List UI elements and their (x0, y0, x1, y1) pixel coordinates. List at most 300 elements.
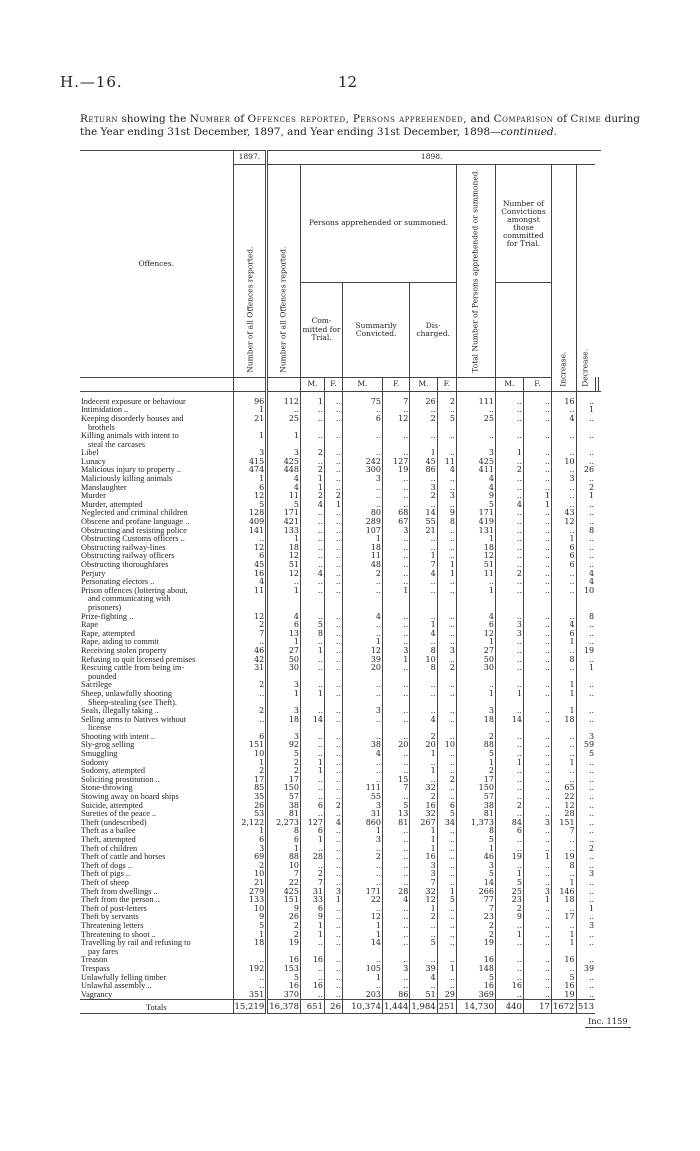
cell-value: 1 (301, 647, 325, 656)
cell-value: .. (383, 544, 410, 553)
cell-value: 65 (551, 784, 576, 793)
cell-value: .. (523, 570, 551, 579)
cell-value: 1 (301, 931, 325, 940)
cell-value: .. (576, 759, 595, 768)
cell-value: 2 (301, 870, 325, 879)
cell-value: .. (523, 759, 551, 768)
cell-value: 2 (576, 484, 595, 493)
cell-value (495, 595, 523, 604)
cell-value: 5 (495, 879, 523, 888)
cell-value: .. (495, 587, 523, 596)
cell-value: 32 (410, 810, 437, 819)
table-row (80, 699, 601, 708)
table-row (80, 570, 601, 579)
convictions-f: F. (523, 377, 551, 391)
cell-value (325, 673, 343, 682)
offence-name: Theft of post-letters (81, 904, 147, 913)
total-value: 1672 (551, 1000, 576, 1014)
offence-name: Theft of dogs .. (81, 861, 132, 870)
cell-value: .. (301, 681, 325, 690)
cell-value: .. (437, 449, 456, 458)
cell-value: 1 (410, 836, 437, 845)
cell-value: .. (343, 484, 383, 493)
cell-value: 3 (576, 870, 595, 879)
offence-name: Refusing to quit licensed premises (81, 655, 196, 664)
cell-value: 10 (551, 458, 576, 467)
cell-value: 69 (233, 853, 267, 862)
cell-value: .. (576, 398, 595, 407)
cell-value: .. (495, 398, 523, 407)
cell-value: .. (410, 613, 437, 622)
cell-value: .. (576, 690, 595, 699)
offence-name: Sureties of the peace .. (81, 810, 157, 819)
offence-name: Sodomy (81, 758, 109, 767)
cell-value: 1 (233, 432, 267, 441)
table-row (80, 613, 601, 622)
cell-value: 131 (456, 527, 495, 536)
cell-value: 26 (267, 913, 301, 922)
cell-value: 26 (576, 466, 595, 475)
cell-value: 14 (301, 716, 325, 725)
discharged-f: F. (437, 377, 456, 391)
cell-value (343, 441, 383, 450)
cell-value: .. (301, 965, 325, 974)
cell-value: 2 (495, 905, 523, 914)
table-row (80, 913, 601, 922)
cell-value: 133 (233, 896, 267, 905)
offence-name: Neglected and criminal children (81, 509, 188, 518)
cell-value: 2 (456, 931, 495, 940)
cell-value: .. (301, 664, 325, 673)
cell-value: .. (495, 492, 523, 501)
cell-value: .. (495, 535, 523, 544)
cell-value: 1 (437, 888, 456, 897)
cell-value: 3 (410, 862, 437, 871)
cell-value (523, 604, 551, 613)
cell-value: 46 (233, 647, 267, 656)
cell-value: 7 (383, 784, 410, 793)
cell-value: 8 (267, 827, 301, 836)
cell-value: 45 (233, 561, 267, 570)
offence-name: Rape, attempted (81, 629, 135, 638)
cell-value: .. (383, 931, 410, 940)
cell-value: 3 (456, 449, 495, 458)
cell-value: .. (325, 707, 343, 716)
offence-name: brothels (88, 423, 115, 432)
cell-value: 6 (551, 630, 576, 639)
cell-value: 27 (267, 647, 301, 656)
cell-value: .. (233, 690, 267, 699)
cell-value: 1 (495, 870, 523, 879)
table-row (80, 441, 601, 450)
cell-value: 6 (437, 802, 456, 811)
cell-value: .. (301, 707, 325, 716)
cell-value: 153 (267, 965, 301, 974)
cell-value: .. (437, 638, 456, 647)
table-row (80, 733, 601, 742)
offence-name: Obscene and profane language .. (81, 518, 190, 527)
cell-value: 5 (456, 501, 495, 510)
cell-value (343, 673, 383, 682)
cell-value: .. (325, 965, 343, 974)
cell-value: 3 (437, 647, 456, 656)
cell-value: 1 (301, 767, 325, 776)
cell-value: 20 (383, 741, 410, 750)
cell-value: .. (325, 518, 343, 527)
table-row (80, 853, 601, 862)
cell-value: 4 (233, 578, 267, 587)
cell-value: 88 (267, 853, 301, 862)
cell-value: 3 (343, 707, 383, 716)
cell-value: 81 (267, 810, 301, 819)
cell-value: .. (551, 905, 576, 914)
cell-value (267, 673, 301, 682)
cell-value: .. (576, 561, 595, 570)
table-row (80, 406, 601, 415)
cell-value: 3 (495, 630, 523, 639)
cell-value: 1 (437, 965, 456, 974)
cell-value: 19 (383, 466, 410, 475)
cell-value: 39 (410, 965, 437, 974)
cell-value (523, 724, 551, 733)
cell-value: .. (325, 982, 343, 991)
cell-value: .. (437, 527, 456, 536)
cell-value: 35 (233, 793, 267, 802)
cell-value: .. (576, 802, 595, 811)
cell-value: .. (495, 647, 523, 656)
cell-value: .. (495, 707, 523, 716)
cell-value (267, 424, 301, 433)
table-row (80, 466, 601, 475)
table-row (80, 621, 601, 630)
cell-value: .. (551, 647, 576, 656)
cell-value: 12 (456, 552, 495, 561)
table-row (80, 398, 601, 407)
cell-value: 6 (495, 827, 523, 836)
cell-value: 3 (456, 707, 495, 716)
cell-value: 1 (551, 638, 576, 647)
table-row (80, 690, 601, 699)
cell-value: 18 (456, 716, 495, 725)
offence-name: Rape, aiding to commit (81, 638, 159, 647)
cell-value: 1 (301, 759, 325, 768)
cell-value: .. (301, 544, 325, 553)
cell-value: 3 (383, 965, 410, 974)
cell-value: .. (495, 974, 523, 983)
cell-value: 7 (301, 879, 325, 888)
offence-name: Sly-grog selling (81, 741, 135, 750)
total-value: 26 (325, 1000, 343, 1014)
cell-value: 18 (267, 716, 301, 725)
cell-value: .. (325, 741, 343, 750)
cell-value: .. (410, 681, 437, 690)
cell-value: 55 (410, 518, 437, 527)
cell-value: .. (523, 905, 551, 914)
cell-value: 1 (410, 905, 437, 914)
cell-value (267, 595, 301, 604)
cell-value: .. (325, 750, 343, 759)
cell-value: 11 (437, 458, 456, 467)
cell-value: 5 (437, 896, 456, 905)
cell-value: .. (410, 690, 437, 699)
offence-name: Theft by servants (81, 913, 139, 922)
cell-value: .. (495, 862, 523, 871)
table-row (80, 716, 601, 725)
cell-value: .. (383, 681, 410, 690)
cell-value: 1 (343, 827, 383, 836)
cell-value: .. (551, 870, 576, 879)
cell-value: 860 (343, 819, 383, 828)
cell-value: .. (576, 974, 595, 983)
cell-value: 4 (343, 750, 383, 759)
cell-value: 50 (267, 656, 301, 665)
cell-value: 4 (495, 501, 523, 510)
cell-value: 1,373 (456, 819, 495, 828)
cell-value: .. (576, 888, 595, 897)
cell-value: .. (301, 458, 325, 467)
cell-value (523, 948, 551, 957)
cell-value: 21 (233, 415, 267, 424)
table-row (80, 595, 601, 604)
cell-value: 33 (301, 896, 325, 905)
cell-value: 370 (267, 991, 301, 1000)
cell-value: .. (523, 475, 551, 484)
table-row (80, 939, 601, 948)
total-persons-header: Total Number of Persons apprehended or summoned. (456, 165, 495, 378)
cell-value: 3 (410, 484, 437, 493)
total-value: 1,984 (410, 1000, 437, 1014)
offence-name: Killing animals with intent to (81, 432, 179, 441)
cell-value: .. (576, 458, 595, 467)
cell-value: .. (383, 707, 410, 716)
cell-value: 1 (233, 475, 267, 484)
table-row (80, 656, 601, 665)
cell-value: 22 (267, 879, 301, 888)
cell-value: 1 (523, 492, 551, 501)
table-row (80, 492, 601, 501)
cell-value (437, 948, 456, 957)
cell-value: 1 (576, 492, 595, 501)
cell-value: 3 (267, 449, 301, 458)
cell-value: .. (343, 690, 383, 699)
cell-value: 1 (576, 664, 595, 673)
cell-value (410, 604, 437, 613)
cell-value: 242 (343, 458, 383, 467)
cell-value: 38 (267, 802, 301, 811)
cell-value: 2 (301, 466, 325, 475)
cell-value: .. (383, 501, 410, 510)
cell-value: 5 (456, 836, 495, 845)
table-row (80, 974, 601, 983)
total-value: 15,219 (233, 1000, 267, 1014)
cell-value: 3 (267, 733, 301, 742)
cell-value: 23 (495, 896, 523, 905)
cell-value: .. (410, 759, 437, 768)
cell-value: 68 (383, 509, 410, 518)
cell-value: 1 (301, 475, 325, 484)
cell-value: .. (383, 853, 410, 862)
cell-value: .. (383, 956, 410, 965)
cell-value (383, 595, 410, 604)
cell-value: 16 (301, 982, 325, 991)
cell-value: 1 (301, 922, 325, 931)
cell-value: .. (301, 845, 325, 854)
cell-value: 1 (495, 759, 523, 768)
cell-value: 1 (576, 406, 595, 415)
cell-value (551, 604, 576, 613)
cell-value: .. (523, 681, 551, 690)
cell-value: .. (301, 810, 325, 819)
cell-value: .. (325, 561, 343, 570)
table-row (80, 802, 601, 811)
cell-value: 16 (410, 802, 437, 811)
offence-name: steal the carcases (88, 440, 146, 449)
cell-value: .. (551, 466, 576, 475)
persons-apprehended-header: Persons apprehended or summoned. (301, 165, 457, 283)
cell-value: 1 (233, 759, 267, 768)
cell-value: .. (437, 690, 456, 699)
table-row (80, 982, 601, 991)
cell-value: .. (383, 630, 410, 639)
cell-value: .. (343, 449, 383, 458)
cell-value: 3 (383, 527, 410, 536)
cell-value (233, 441, 267, 450)
cell-value: .. (301, 552, 325, 561)
cell-value: 409 (233, 518, 267, 527)
cell-value: .. (325, 870, 343, 879)
cell-value: 1 (267, 587, 301, 596)
cell-value: 80 (343, 509, 383, 518)
cell-value (267, 724, 301, 733)
cell-value: 8 (576, 527, 595, 536)
offence-name: Sacrilege (81, 681, 112, 690)
cell-value: .. (495, 784, 523, 793)
cell-value: .. (523, 656, 551, 665)
cell-value: 2 (233, 621, 267, 630)
cell-value: 7 (551, 827, 576, 836)
offence-name: Intimidation .. (81, 406, 129, 415)
cell-value: 1 (456, 587, 495, 596)
cell-value: .. (437, 870, 456, 879)
table-title: Return showing the Number of Offences reported, Persons apprehended, and Comparison of Crime during the Year ending 31st December, 1897, and Year ending 31st December, 1898—continued. (80, 113, 641, 138)
cell-value (523, 673, 551, 682)
cell-value: 16 (551, 982, 576, 991)
cell-value (267, 441, 301, 450)
cell-value: 4 (576, 570, 595, 579)
cell-value: .. (383, 406, 410, 415)
cell-value (495, 441, 523, 450)
cell-value: .. (551, 492, 576, 501)
cell-value: 9 (437, 509, 456, 518)
cell-value: .. (343, 406, 383, 415)
cell-value: .. (576, 836, 595, 845)
cell-value: .. (523, 931, 551, 940)
cell-value: 4 (437, 466, 456, 475)
cell-value: .. (325, 535, 343, 544)
cell-value: 4 (576, 578, 595, 587)
cell-value: .. (325, 784, 343, 793)
cell-value: 6 (233, 484, 267, 493)
cell-value: 1 (410, 750, 437, 759)
cell-value: .. (576, 544, 595, 553)
cell-value: .. (383, 913, 410, 922)
cell-value: 474 (233, 466, 267, 475)
offence-name: Obstructing Customs officers .. (81, 535, 185, 544)
cell-value: .. (495, 939, 523, 948)
cell-value: .. (343, 587, 383, 596)
cell-value: .. (495, 475, 523, 484)
cell-value: .. (495, 810, 523, 819)
cell-value (576, 424, 595, 433)
cell-value: .. (551, 965, 576, 974)
cell-value: 4 (325, 819, 343, 828)
cell-value: .. (576, 432, 595, 441)
cell-value (325, 595, 343, 604)
cell-value: 26 (233, 802, 267, 811)
cell-value: .. (410, 587, 437, 596)
cell-value: 6 (343, 415, 383, 424)
table-row (80, 991, 601, 1000)
page-number: 12 (338, 73, 358, 91)
cell-value: 8 (576, 613, 595, 622)
cell-value: .. (437, 613, 456, 622)
cell-value: 5 (383, 802, 410, 811)
offence-name: Murder, attempted (81, 500, 143, 509)
table-row (80, 458, 601, 467)
cell-value: .. (343, 870, 383, 879)
cell-value: .. (301, 509, 325, 518)
cell-value: 448 (267, 466, 301, 475)
cell-value: 28 (301, 853, 325, 862)
cell-value: .. (410, 544, 437, 553)
cell-value: .. (383, 621, 410, 630)
cell-value: 4 (456, 475, 495, 484)
cell-value: .. (523, 647, 551, 656)
convictions-spacer (495, 283, 551, 377)
cell-value: 2 (267, 759, 301, 768)
cell-value: .. (343, 767, 383, 776)
cell-value: 1 (576, 905, 595, 914)
offence-name: Sheep-stealing (see Theft). (88, 698, 178, 707)
total-value: 1,444 (383, 1000, 410, 1014)
cell-value: .. (343, 716, 383, 725)
cell-value: 2 (301, 449, 325, 458)
cell-value: .. (383, 974, 410, 983)
cell-value: 75 (343, 398, 383, 407)
cell-value (523, 595, 551, 604)
cell-value: 19 (267, 939, 301, 948)
cell-value: 18 (551, 716, 576, 725)
table-row (80, 604, 601, 613)
cell-value: 51 (410, 991, 437, 1000)
cell-value: 43 (551, 509, 576, 518)
cell-value (383, 948, 410, 957)
cell-value: 148 (456, 965, 495, 974)
cell-value: 3 (576, 733, 595, 742)
cell-value: 4 (410, 974, 437, 983)
cell-value: 12 (343, 647, 383, 656)
cell-value: 46 (456, 853, 495, 862)
cell-value: 18 (267, 544, 301, 553)
cell-value: .. (437, 853, 456, 862)
cell-value: 55 (343, 793, 383, 802)
cell-value: .. (301, 587, 325, 596)
cell-value: .. (523, 432, 551, 441)
cell-value: 2 (343, 570, 383, 579)
cell-value: .. (523, 415, 551, 424)
cell-value: 53 (233, 810, 267, 819)
cell-value: 12 (233, 613, 267, 622)
